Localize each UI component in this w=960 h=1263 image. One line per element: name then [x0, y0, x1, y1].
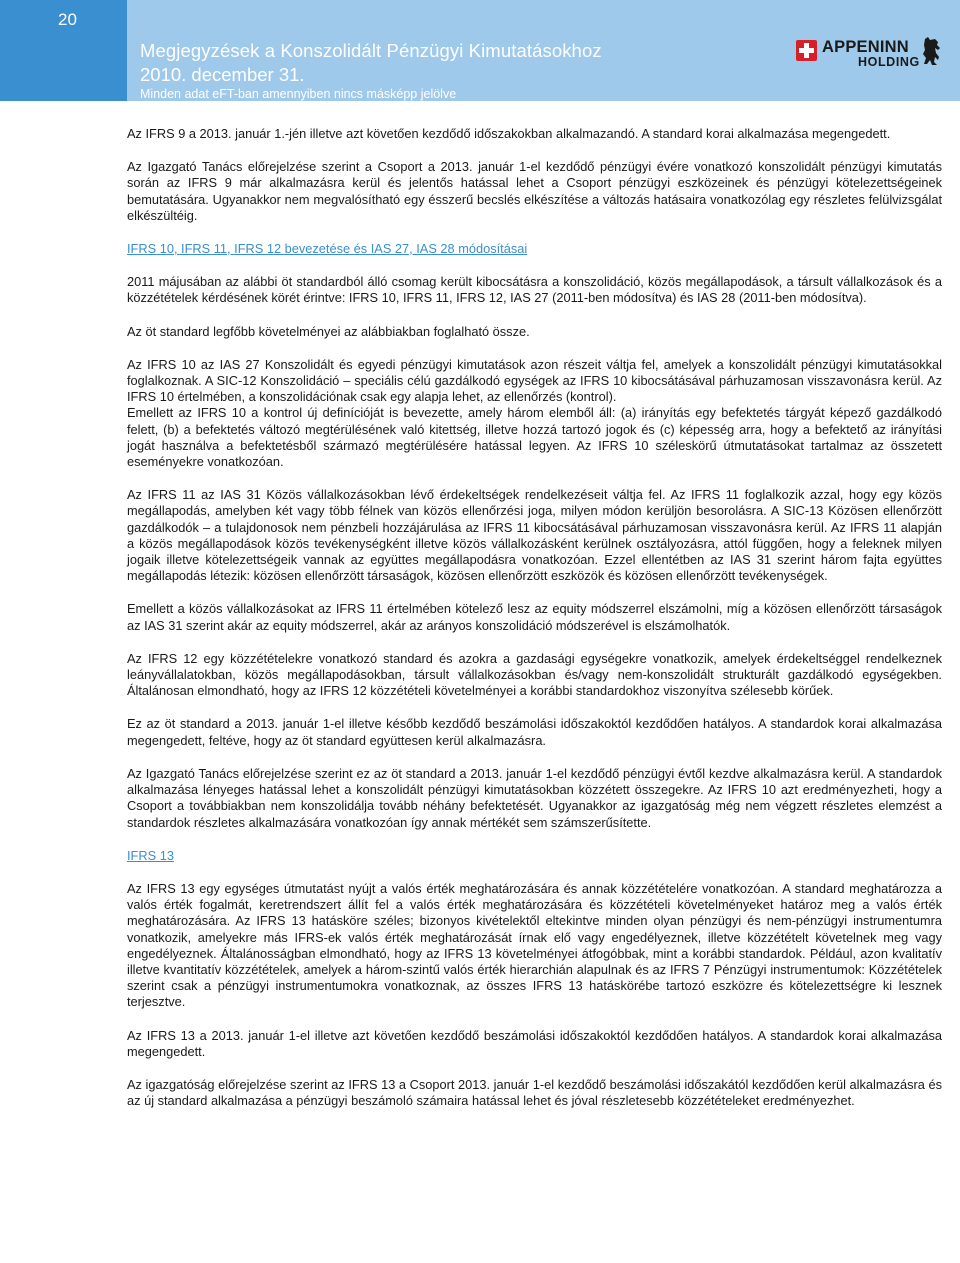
paragraph: Az öt standard legfőbb követelményei az alábbiakban foglalható össze.	[127, 323, 530, 339]
paragraph: Az IFRS 13 egy egységes útmutatást nyújt a valós érték meghatározására és annak közzétételére vonatkozóan. A standard meghatározza a valós érték fogalmát, keretrendszert állít fel a valós érték meghatározására és közzétételi követelményeket határoz meg a valós érték meghatározására. Az IFRS 13 hatásköre széles; bizonyos kivételektől eltekintve minden olyan pénzügyi és nem-pénzügyi instrumentumra vonatkozik, amelyekre más IFRS-ek valós érték meghatározását írnak elő vagy engedélyeznek, illetve közzétételt követelnek meg vagy engedélyeznek. Általánosságban elmondható, hogy az IFRS 13 követelményei átfogóbbak, mint a korábbi standardok. Például, azon kvalitatív illetve kvantitatív közzétételek, amelyek a három-szintű valós érték hierarchián alapulnak és az IFRS 7 Pénzügyi instrumentumok: Közzétételek szerint csak a pénzügyi instrumentumokra vonatkoznak, az összes IFRS 13 hatáskörébe tartozó eszközre és kötelezettségre ki lesznek terjesztve.	[127, 880, 942, 1010]
appeninn-logo	[796, 38, 944, 70]
paragraph: Az IFRS 12 egy közzétételekre vonatkozó standard és azokra a gazdasági egységekre vonatkozik, amelyek érdekeltséggel rendelkeznek leányvállalatokban, közös megállapodásokban, társult vállalkozásokban és/vagy nem-konszolidált strukturált gazdálkodó egységekben. Általánosan elmondható, hogy az IFRS 12 közzétételi követelményei a korábbi standardokhoz viszonyítva szélesebb körűek.	[127, 650, 942, 699]
logo-line1: APPENINN	[822, 38, 909, 56]
paragraph: Emellett az IFRS 10 a kontrol új definícióját is bevezette, amely három elemből áll: (a) irányítás egy befektetés tárgyát képező gazdálkodó felett, (b) a befektetés változó megtérülésének való kitettség, illetve hozzá tartozó jogok és (c) képesség arra, hogy a befektető az irányítási jogát használva a befektetésből származó megtérülésére hatással legyen. Az IFRS 10 széleskörű útmutatásokat tartalmaz az összetett eseményekre vonatkozóan.	[127, 405, 942, 470]
paragraph: Az IFRS 13 a 2013. január 1-el illetve azt követően kezdődő beszámolási időszakoktól kezdődően hatályos. A standardok korai alkalmazása megengedett.	[127, 1027, 942, 1059]
logo-line2: HOLDING	[858, 55, 920, 69]
notes-body	[127, 126, 942, 1126]
paragraph: Az Igazgató Tanács előrejelzése szerint a Csoport a 2013. január 1-el kezdődő pénzügyi évére vonatkozó konszolidált pénzügyi kimutatás során az IFRS 9 már alkalmazásra kerül és jelentős hatással lehet a Csoport pénzügyi eszközeinek és pénzügyi kötelezettségeinek bemutatására. Ugyanakkor nem megvalósítható egy ésszerű becslés elkészítése a változás hatásaira vonatkozólag egy részletes felülvizsgálat elkészültéig.	[127, 159, 942, 223]
section-heading-ifrs13: IFRS 13	[127, 847, 174, 863]
currency-note: Minden adat eFT-ban amennyiben nincs másképp jelölve	[140, 87, 457, 101]
bear-icon	[920, 35, 942, 67]
page-title: Megjegyzések a Konszolidált Pénzügyi Kimutatásokhoz	[140, 40, 602, 61]
page-number: 20	[0, 0, 127, 101]
paragraph: 2011 májusában az alábbi öt standardból álló csomag került kibocsátásra a konszolidáció, közös megállapodások, a társult vállalkozások és a közzétételek kérdésének körét érintve: IFRS 10, IFRS 11, IFRS 12, IAS 27 (2011-ben módosítva) és IAS 28 (2011-ben módosítva).	[127, 274, 942, 306]
paragraph: Az IFRS 10 az IAS 27 Konszolidált és egyedi pénzügyi kimutatások azon részeit váltja fel, amelyek a konszolidált pénzügyi kimutatásokkal foglalkoznak. A SIC-12 Konszolidáció – speciális célú gazdálkodó egységek az IFRS 10 kibocsátásával párhuzamosan visszavonásra kerül. Az IFRS 10 értelmében, a konszolidációnak csak egy alapja lehet, az ellenőrzés (kontrol).	[127, 356, 942, 405]
paragraph: Ez az öt standard a 2013. január 1-el illetve később kezdődő beszámolási időszakoktól kezdődően hatályos. A standardok korai alkalmazása megengedett, feltéve, hogy az öt standard együttesen kerül alkalmazásra.	[127, 716, 942, 748]
section-heading-ifrs10: IFRS 10, IFRS 11, IFRS 12 bevezetése és IAS 27, IAS 28 módosításai	[127, 241, 528, 257]
paragraph: Az IFRS 9 a 2013. január 1.-jén illetve azt követően kezdődő időszakokban alkalmazandó. A standard korai alkalmazása megengedett.	[127, 126, 891, 141]
paragraph: Emellett a közös vállalkozásokat az IFRS 11 értelmében kötelező lesz az equity módszerrel elszámolni, míg a közösen ellenőrzött társaságok az IAS 31 szerint akár az equity módszerrel, akár az arányos konszolidáció módszerével is elszámolhatók.	[127, 601, 942, 633]
paragraph: Az Igazgató Tanács előrejelzése szerint ez az öt standard a 2013. január 1-el kezdődő pénzügyi évtől kezdve alkalmazásra kerül. A standardok alkalmazása lényeges hatással lehet a konszolidált pénzügyi kimutatásokban közzétett összegekre. Az IFRS 10 azt eredményezheti, hogy a Csoport a továbbiakban nem konszolidálja tovább néhány befektetését. Ugyanakkor az igazgatóság még nem végzett részletes elemzést a standardok részletes alkalmazására vonatkozóan így annak mértékét sem számszerűsítette.	[127, 765, 942, 830]
paragraph: Az igazgatóság előrejelzése szerint az IFRS 13 a Csoport 2013. január 1-el kezdődő beszámolási időszakától kezdődően kerül alkalmazásra és az új standard alkalmazása a pénzügyi beszámoló számaira hatással lehet és jóval részletesebb közzétételeket eredményezhet.	[127, 1076, 942, 1109]
report-date: 2010. december 31.	[140, 64, 305, 85]
swiss-cross-icon	[796, 40, 817, 61]
paragraph: Az IFRS 11 az IAS 31 Közös vállalkozásokban lévő érdekeltségek rendelkezéseit váltja fel. Az IFRS 11 foglalkozik azzal, hogy egy közös megállapodás, amelyben két vagy több félnek van közös ellenőrzési joga, milyen módon kerüljön besorolásra. A SIC-13 Közösen ellenőrzött gazdálkodók – a tulajdonosok nem pénzbeli hozzájárulása az IFRS 11 kibocsátásával párhuzamosan visszavonásra kerül. Az IFRS 11 alapján a közös megállapodások közös tevékenységként illetve közös vállalkozásként kerülnek osztályozásra, attól függően, hogy a feleknek milyen jogaik illetve kötelezettségeik vannak az együttes megállapodásra vonatkozóan. Ezzel ellentétben az IAS 31 szerint három fajta együttes megállapodás létezik: közösen ellenőrzött társaságok, közösen ellenőrzött eszközök és közösen ellenőrzött tevékenységek.	[127, 487, 942, 584]
